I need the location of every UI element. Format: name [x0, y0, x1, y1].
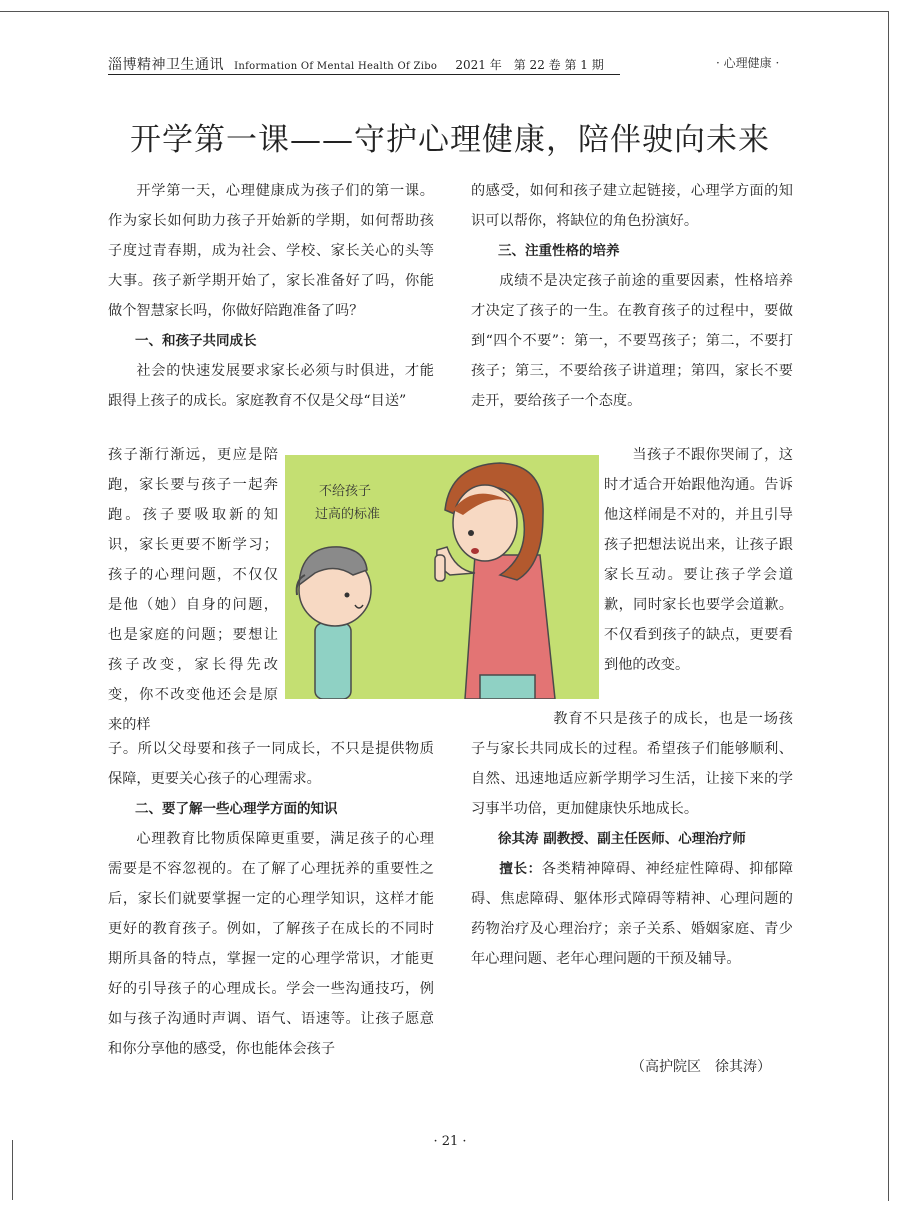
paragraph-1-start: 社会的快速发展要求家长必须与时俱进，才能跟得上孩子的成长。家庭教育不仅是父母“目送” [108, 363, 434, 409]
author-bio-name: 徐其涛 副教授、副主任医师、心理治疗师 [498, 831, 746, 847]
header-rule [108, 74, 620, 75]
illustration-caption-line-2: 过高的标准 [315, 507, 381, 522]
issue-info: 2021 年 第 22 卷 第 1 期 [455, 58, 604, 72]
page-frame-top [0, 11, 889, 12]
left-narrow-text [108, 440, 278, 740]
paragraph-5: 教育不只是孩子的成长，也是一场孩子与家长共同成长的过程。希望孩子们能够顺利、自然、迅速地适应新学期学习生活，让接下来的学习事半功倍，更加健康快乐地成长。 [471, 711, 793, 817]
left-column-bottom [108, 734, 434, 1064]
page-number: · 21 · [433, 1134, 467, 1149]
illustration-caption-line-1: 不给孩子 [319, 484, 372, 499]
paragraph-2-continued: 的感受，如何和孩子建立起链接，心理学方面的知识可以帮你，将缺位的角色扮演好。 [471, 183, 793, 229]
running-header [108, 54, 620, 74]
right-column-top [471, 176, 793, 416]
article-title: 开学第一课——守护心理健康，陪伴驶向未来 [130, 122, 770, 158]
journal-english-name: Information Of Mental Health Of Zibo [234, 61, 438, 72]
left-column-top [108, 176, 434, 416]
journal-name: 淄博精神卫生通讯 [108, 57, 224, 73]
specialty-label: 擅长： [499, 861, 542, 877]
page-frame-right [888, 11, 889, 1201]
specialty-text: 各类精神障碍、神经症性障碍、抑郁障碍、焦虑障碍、躯体形式障碍等精神、心理问题的药物治疗及心理治疗；亲子关系、婚姻家庭、青少年心理问题、老年心理问题的干预及辅导。 [471, 861, 793, 967]
intro-paragraph: 开学第一天，心理健康成为孩子们的第一课。作为家长如何助力孩子开始新的学期，如何帮助孩子度过青春期，成为社会、学校、家长关心的头等大事。孩子新学期开始了，家长准备好了吗，你能做个智慧家长吗，你做好陪跑准备了吗？ [108, 183, 434, 319]
heading-1: 一、和孩子共同成长 [135, 333, 257, 349]
author-signature: （高护院区 徐其涛） [631, 1059, 771, 1075]
paragraph-1-narrow: 孩子渐行渐远，更应是陪跑，家长要与孩子一起奔跑。孩子要吸取新的知识，家长更要不断学习；孩子的心理问题，不仅仅是他（她）自身的问题，也是家庭的问题；要想让孩子改变，家长得先改变，你不改变他还会是原来的样 [108, 447, 278, 733]
heading-3: 三、注重性格的培养 [498, 243, 620, 259]
mother-child-illustration [285, 455, 599, 699]
author-bio-specialty [471, 854, 793, 974]
heading-2: 二、要了解一些心理学方面的知识 [135, 801, 338, 817]
right-column-bottom [471, 704, 793, 974]
page-frame-left [12, 1140, 13, 1200]
paragraph-1-end: 子。所以父母要和孩子一同成长，不只是提供物质保障，更要关心孩子的心理需求。 [108, 741, 434, 787]
paragraph-2: 心理教育比物质保障更重要，满足孩子的心理需要是不容忽视的。在了解了心理抚养的重要性之后，家长们就要掌握一定的心理学知识，这样才能更好的教育孩子。例如，了解孩子在成长的不同时期所具备的特点，掌握一定的心理学常识，才能更好的引导孩子的心理成长。学会一些沟通技巧，例如与孩子沟通时声调、语气、语速等。让孩子愿意和你分享他的感受，你也能体会孩子 [108, 831, 434, 1057]
right-narrow-text [604, 440, 793, 680]
paragraph-4: 当孩子不跟你哭闹了，这时才适合开始跟他沟通。告诉他这样闹是不对的，并且引导孩子把想法说出来，让孩子跟家长互动。要让孩子学会道歉，同时家长也要学会道歉。不仅看到孩子的缺点，更要看到他的改变。 [604, 447, 793, 673]
section-tag: · 心理健康 · [716, 56, 780, 70]
paragraph-3: 成绩不是决定孩子前途的重要因素，性格培养才决定了孩子的一生。在教育孩子的过程中，要做到“四个不要”：第一，不要骂孩子；第二，不要打孩子；第三，不要给孩子讲道理；第四，家长不要走开，要给孩子一个态度。 [471, 273, 793, 409]
